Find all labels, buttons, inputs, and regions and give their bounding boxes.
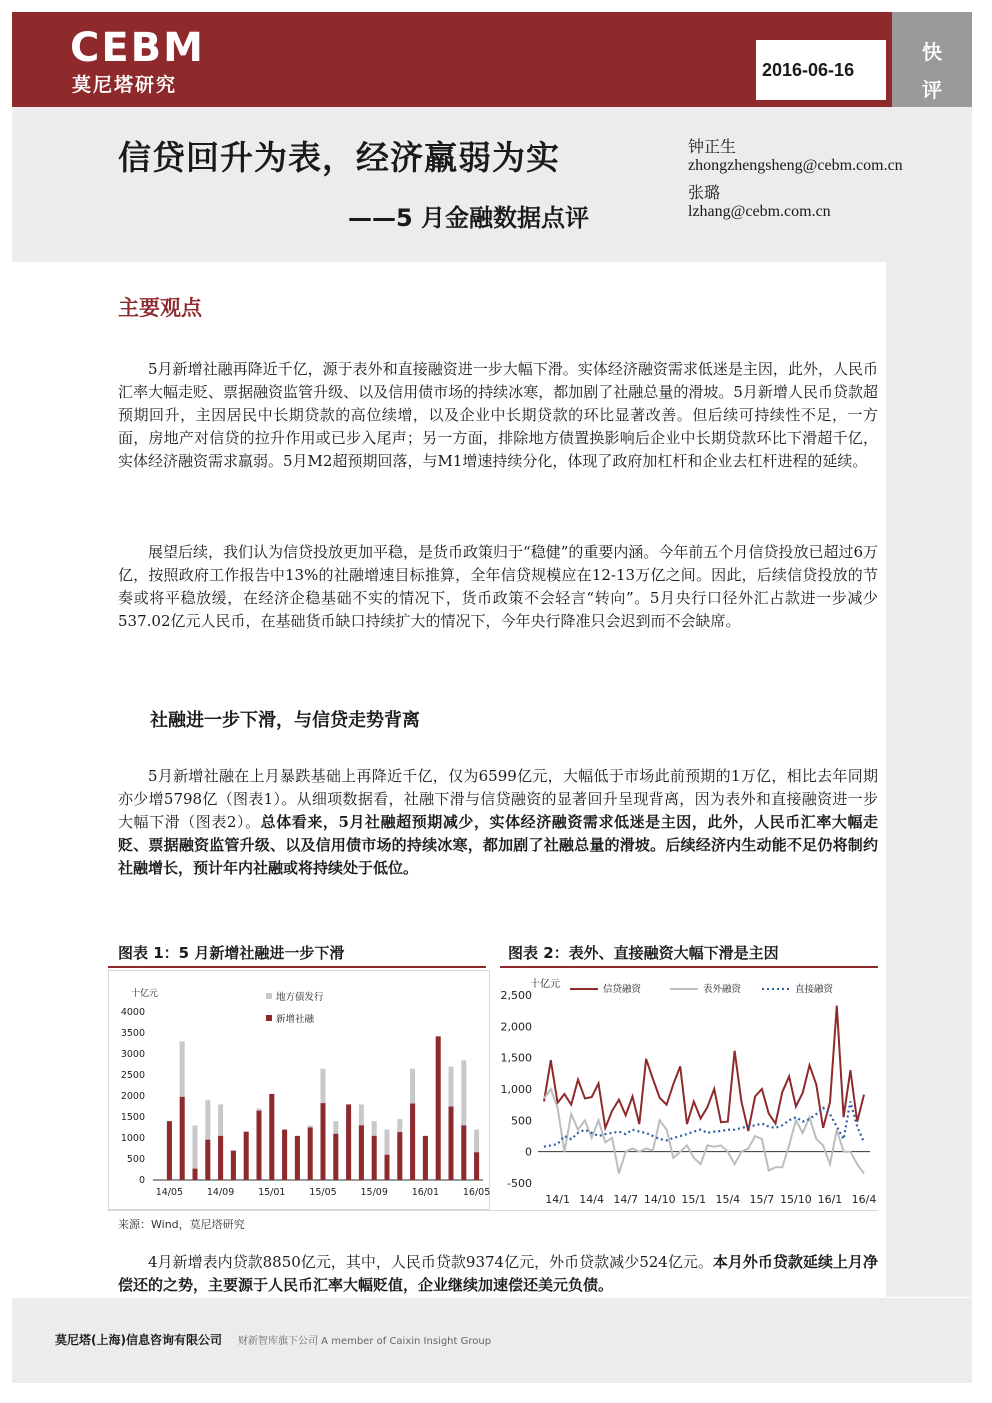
figure-bottom-rule — [108, 1210, 878, 1211]
report-type-char2: 评 — [922, 78, 942, 102]
author-email[interactable]: zhongzhengsheng@cebm.com.cn — [688, 157, 903, 174]
bar-new-financing — [282, 1130, 287, 1180]
legend-label: 地方债发行 — [276, 992, 324, 1003]
y-tick-label: 2000 — [120, 1091, 145, 1102]
source-note: 来源：Wind，莫尼塔研究 — [118, 1218, 245, 1231]
y-tick-label: 1500 — [120, 1112, 145, 1123]
y-tick-label: 2500 — [120, 1070, 145, 1081]
bar-new-financing — [257, 1111, 262, 1180]
x-tick-label: 16/05 — [462, 1187, 490, 1198]
section-heading: 主要观点 — [118, 296, 202, 320]
y-tick-label: 500 — [126, 1154, 145, 1165]
y-tick-label: 3000 — [120, 1049, 145, 1060]
x-tick-label: 15/05 — [309, 1187, 337, 1198]
y-tick-label: 1,500 — [500, 1051, 532, 1065]
bar-new-financing — [423, 1136, 428, 1180]
y-tick-label: 4000 — [120, 1007, 145, 1018]
bar-new-financing — [346, 1104, 351, 1180]
x-tick-label: 15/10 — [780, 1193, 812, 1206]
x-tick-label: 14/10 — [643, 1193, 676, 1206]
bar-new-financing — [436, 1036, 441, 1180]
bar-new-financing — [385, 1155, 390, 1180]
y-axis-label: 十亿元 — [530, 979, 560, 990]
bar-new-financing — [474, 1152, 479, 1180]
report-subtitle: ——5 月金融数据点评 — [348, 204, 590, 232]
logo: CEBM — [70, 25, 205, 71]
series-line — [544, 1006, 864, 1131]
y-tick-label: 1000 — [120, 1133, 145, 1144]
author-name: 张璐 — [688, 185, 721, 202]
x-tick-label: 16/4 — [851, 1193, 877, 1206]
bar-new-financing — [167, 1121, 172, 1180]
logo-subtitle: 莫尼塔研究 — [72, 74, 178, 96]
figure-rule — [500, 966, 878, 968]
report-date-display: 2016-06-16 — [762, 60, 855, 80]
bar-new-financing — [359, 1125, 364, 1180]
bar-new-financing — [231, 1151, 236, 1180]
bar-new-financing — [397, 1132, 402, 1180]
x-tick-label: 15/01 — [258, 1187, 286, 1198]
bar-new-financing — [461, 1125, 466, 1180]
y-tick-label: 0 — [525, 1145, 532, 1159]
y-tick-label: 500 — [511, 1114, 532, 1128]
x-tick-label: 14/7 — [613, 1193, 639, 1206]
bar-new-financing — [410, 1104, 415, 1180]
bar-new-financing — [295, 1136, 300, 1180]
x-tick-label: 14/1 — [545, 1193, 570, 1206]
y-tick-label: 1,000 — [500, 1083, 532, 1096]
y-tick-label: 2,000 — [500, 1020, 532, 1034]
report-type-char1: 快 — [922, 40, 942, 64]
x-tick-label: 15/1 — [681, 1193, 707, 1206]
legend-label: 表外融资 — [703, 984, 742, 995]
x-tick-label: 15/7 — [749, 1193, 775, 1206]
author-name: 钟正生 — [688, 139, 737, 156]
legend-swatch — [266, 993, 272, 999]
x-tick-label: 15/09 — [360, 1187, 388, 1198]
legend-label: 新增社融 — [276, 1014, 315, 1025]
side-strip — [886, 262, 972, 1297]
chart-new-social-financing — [108, 970, 490, 1210]
x-tick-label: 14/09 — [206, 1187, 235, 1198]
y-tick-label: 3500 — [120, 1028, 145, 1039]
bar-new-financing — [180, 1097, 185, 1180]
bar-new-financing — [372, 1136, 377, 1180]
bar-new-financing — [269, 1094, 274, 1180]
report-title: 信贷回升为表，经济羸弱为实 — [118, 138, 560, 177]
bar-new-financing — [205, 1140, 210, 1180]
paragraph: 4月新增表内贷款8850亿元，其中，人民币贷款9374亿元，外币贷款减少524亿元。本月外币贷款延续上月净偿还的之势，主要源于人民币汇率大幅贬值，企业继续加速偿还美元负债。 — [118, 1253, 878, 1294]
y-tick-label: 0 — [138, 1175, 145, 1186]
report-type-tab — [892, 12, 972, 107]
bar-new-financing — [218, 1136, 223, 1180]
figure-rule — [108, 966, 486, 968]
x-tick-label: 15/4 — [715, 1193, 741, 1206]
footer-tagline: 财新智库旗下公司 A member of Caixin Insight Group — [238, 1336, 492, 1347]
author-email[interactable]: lzhang@cebm.com.cn — [688, 203, 831, 220]
legend-label: 直接融资 — [795, 984, 834, 995]
footer-company: 莫尼塔(上海)信息咨询有限公司 — [55, 1333, 222, 1347]
figure-title: 图表 1：5 月新增社融进一步下滑 — [118, 944, 345, 962]
bar-new-financing — [308, 1128, 313, 1181]
x-tick-label: 14/05 — [155, 1187, 184, 1198]
y-tick-label: 2,500 — [500, 989, 532, 1002]
legend-label: 信贷融资 — [603, 984, 642, 995]
paragraph: 5月新增社融再降近千亿，源于表外和直接融资进一步大幅下滑。实体经济融资需求低迷是主因，此外，人民币汇率大幅走贬、票据融资监管升级、以及信用债市场的持续冰寒，都加剧了社融总量的滑坡。5月新增人民币贷款超预期回升，主因居民中长期贷款的高位续增，以及企业中长期贷款的环比显著改善。但后续可持续性不足，一方面，房地产对信贷的拉升作用或已步入尾声；另一方面，排除地方债置换影响后企业中长期贷款环比下滑超千亿，实体经济融资需求羸弱。5月M2超预期回落，与M1增速持续分化，体现了政府加杠杆和企业去杠杆进程的延续。 — [118, 360, 878, 470]
bar-new-financing — [449, 1107, 454, 1181]
title-band — [12, 107, 972, 262]
y-axis-label: 十亿元 — [131, 989, 159, 999]
x-tick-label: 16/01 — [411, 1187, 440, 1198]
chart-financing-components — [500, 970, 880, 1210]
bar-new-financing — [333, 1134, 338, 1180]
legend-swatch — [266, 1015, 272, 1021]
figure-title: 图表 2：表外、直接融资大幅下滑是主因 — [508, 944, 779, 962]
paragraph: 展望后续，我们认为信贷投放更加平稳，是货币政策归于“稳健”的重要内涵。今年前五个月信贷投放已超过6万亿，按照政府工作报告中13%的社融增速目标推算，全年信贷规模应在12-13万亿之间。因此，后续信贷投放的节奏或将平稳放缓，在经济企稳基础不实的情况下，货币政策不会轻言“转向”。5月央行口径外汇占款进一步减少537.02亿元人民币，在基础货币缺口持续扩大的情况下，今年央行降准只会迟到而不会缺席。 — [118, 543, 878, 630]
x-tick-label: 16/1 — [817, 1193, 843, 1206]
y-tick-label: -500 — [507, 1177, 532, 1190]
x-tick-label: 14/4 — [579, 1193, 605, 1206]
paragraph: 5月新增社融在上月暴跌基础上再降近千亿，仅为6599亿元，大幅低于市场此前预期的1万亿，相比去年同期亦少增5798亿（图表1）。从细项数据看，社融下滑与信贷融资的显著回升呈现背离，因为表外和直接融资进一步大幅下滑（图表2）。总体看来，5月社融超预期减少，实体经济融资需求低迷是主因，此外，人民币汇率大幅走贬、票据融资监管升级、以及信用债市场的持续冰寒，都加剧了社融总量的滑坡。后续经济内生动能不足仍将制约社融增长，预计年内社融或将持续处于低位。 — [118, 767, 879, 877]
bar-new-financing — [193, 1169, 198, 1180]
subsection-heading: 社融进一步下滑，与信贷走势背离 — [150, 710, 420, 731]
bar-new-financing — [321, 1103, 326, 1180]
bar-new-financing — [244, 1132, 249, 1180]
